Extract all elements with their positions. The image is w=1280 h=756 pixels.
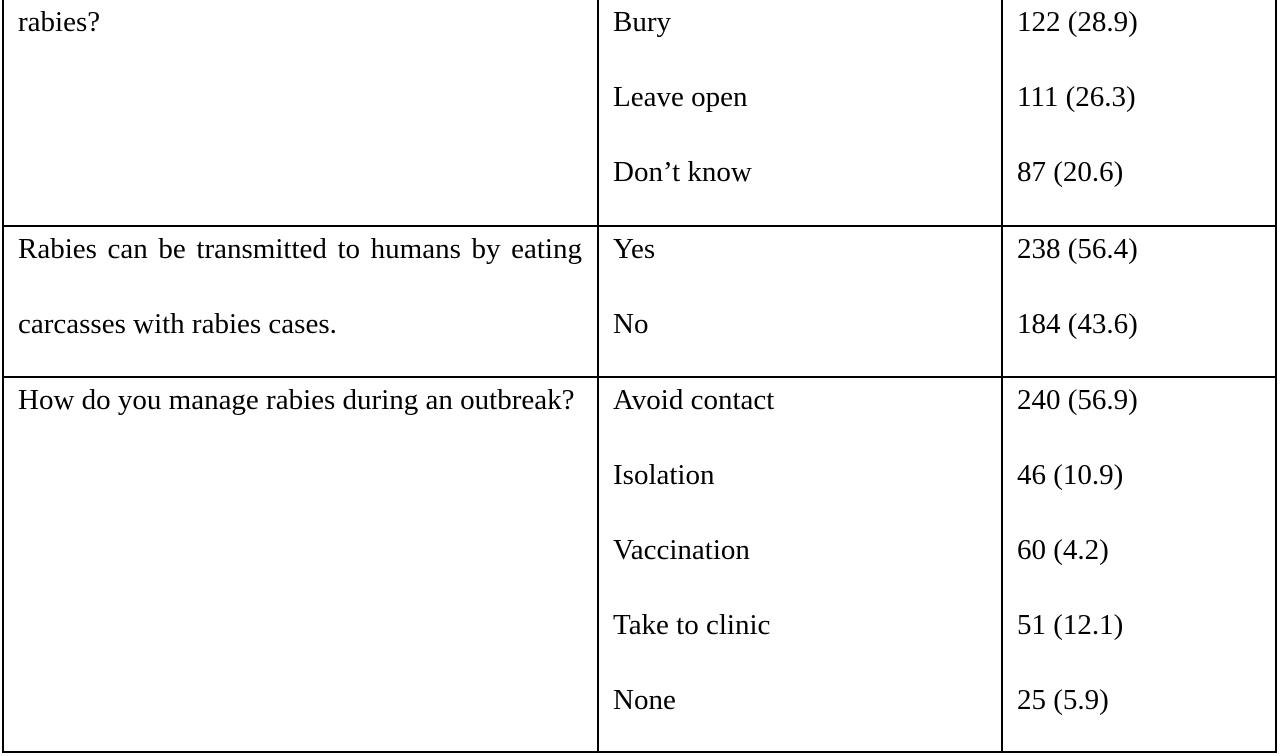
option-label: Avoid contact bbox=[613, 384, 775, 416]
count-percent: 60 (4.2) bbox=[1017, 534, 1109, 566]
option-label: Yes bbox=[613, 233, 656, 265]
option-label: No bbox=[613, 308, 649, 340]
count-percent: 238 (56.4) bbox=[1017, 233, 1138, 265]
option-label: Leave open bbox=[613, 81, 748, 113]
values-cell bbox=[1017, 212, 1267, 376]
count-percent: 25 (5.9) bbox=[1017, 684, 1109, 716]
survey-table bbox=[2, 0, 1277, 753]
options-cell bbox=[613, 212, 993, 376]
question-cell: rabies? bbox=[18, 6, 101, 38]
count-percent: 87 (20.6) bbox=[1017, 156, 1124, 188]
count-percent: 122 (28.9) bbox=[1017, 6, 1138, 38]
option-label: None bbox=[613, 684, 676, 716]
table-row bbox=[4, 0, 1275, 227]
question-cell: How do you manage rabies during an outbreak? bbox=[18, 384, 575, 416]
options-cell bbox=[613, 0, 993, 225]
count-percent: 184 (43.6) bbox=[1017, 308, 1138, 340]
option-label: Vaccination bbox=[613, 534, 750, 566]
option-label: Isolation bbox=[613, 459, 715, 491]
values-cell bbox=[1017, 363, 1267, 753]
count-percent: 46 (10.9) bbox=[1017, 459, 1124, 491]
options-cell bbox=[613, 363, 993, 753]
option-label: Don’t know bbox=[613, 156, 752, 188]
values-cell bbox=[1017, 0, 1267, 225]
question-cell: Rabies can be transmitted to humans by eating carcasses with rabies cases. bbox=[18, 233, 582, 340]
count-percent: 111 (26.3) bbox=[1017, 81, 1136, 113]
count-percent: 51 (12.1) bbox=[1017, 609, 1124, 641]
option-label: Take to clinic bbox=[613, 609, 771, 641]
count-percent: 240 (56.9) bbox=[1017, 384, 1138, 416]
option-label: Bury bbox=[613, 6, 671, 38]
table-row bbox=[4, 378, 1275, 753]
table-row bbox=[4, 227, 1275, 378]
